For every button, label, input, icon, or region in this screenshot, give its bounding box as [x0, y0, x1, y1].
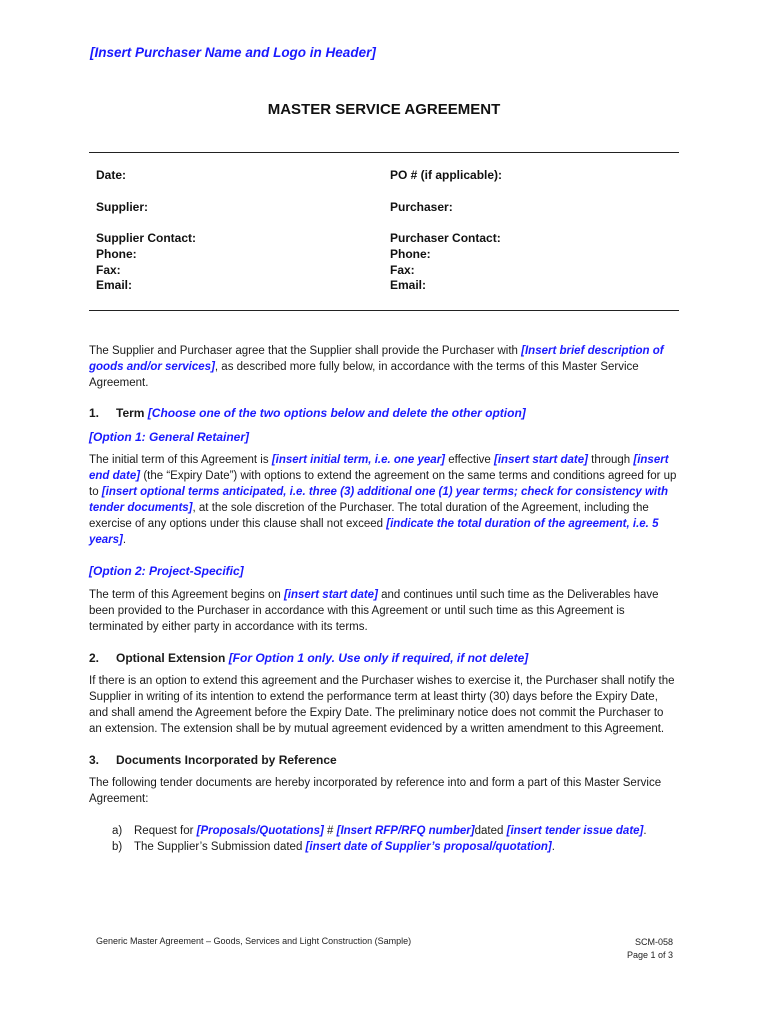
body-text: #	[323, 825, 337, 837]
supplier-contact-block	[96, 231, 196, 294]
purchaser-email-label: Email:	[390, 278, 427, 293]
placeholder-initial-term: [insert initial term, i.e. one year]	[271, 454, 446, 466]
body-text: dated	[474, 825, 507, 837]
body-text: .	[551, 841, 555, 853]
page-title: MASTER SERVICE AGREEMENT	[267, 101, 501, 118]
section-note: [For Option 1 only. Use only if required, if not delete]	[228, 651, 529, 665]
section-title: Optional Extension	[116, 651, 226, 665]
purchaser-contact-block	[390, 231, 501, 294]
placeholder-optional-terms: [insert optional terms anticipated, i.e. three (3) additional one (1) year terms; check for consistency with tender documents]	[89, 486, 668, 514]
section-2-paragraph: If there is an option to extend this agreement and the Purchaser wishes to exercise it, the Purchaser shall notify the Supplier in writing of its intention to extend the performance term at least thirty (30) days before the Expiry Date, and shall amend the Agreement before the Expiry Date. The preliminary notice does not commit the Purchaser to an extension. The extension shall be by mutual agreement evidenced by a written amendment to this Agreement.	[89, 675, 675, 735]
footer-meta	[560, 936, 673, 962]
placeholder-start-date: [insert start date]	[283, 589, 378, 601]
section-note: [Choose one of the two options below and delete the other option]	[147, 406, 526, 420]
doc-code: SCM-058	[634, 937, 673, 947]
section-3-paragraph: The following tender documents are hereby incorporated by reference into and form a part of this Master Service Agreement:	[89, 777, 662, 805]
option-1-paragraph	[89, 452, 679, 548]
section-title: Term	[116, 406, 145, 420]
divider-bottom	[89, 310, 679, 311]
placeholder-end-date: [insert end date]	[89, 454, 669, 482]
purchaser-label: Purchaser:	[390, 200, 453, 214]
divider-top	[89, 152, 679, 153]
supplier-email-label: Email:	[96, 278, 133, 293]
supplier-phone-label: Phone:	[96, 246, 137, 261]
section-3-heading	[89, 752, 679, 768]
list-item	[112, 839, 555, 855]
body-text: effective	[445, 454, 495, 466]
list-marker: b)	[112, 841, 123, 853]
section-number: 3.	[89, 753, 100, 767]
purchaser-contact-label: Purchaser Contact:	[390, 231, 501, 245]
body-text: (the “Expiry Date”) with options to extend the agreement on the same terms and conditions agreed for up to	[89, 470, 677, 498]
supplier-contact-label: Supplier Contact:	[96, 231, 197, 245]
footer-title: Generic Master Agreement – Goods, Services and Light Construction (Sample)	[96, 936, 412, 946]
placeholder-rfp-number: [Insert RFP/RFQ number]	[336, 825, 475, 837]
body-text: The term of this Agreement begins on	[89, 589, 284, 601]
intro-paragraph	[89, 343, 679, 391]
placeholder-proposals: [Proposals/Quotations]	[196, 825, 324, 837]
purchaser-fax-label: Fax:	[390, 262, 415, 277]
body-text: through	[587, 454, 634, 466]
section-number: 1.	[89, 406, 100, 420]
list-item	[112, 823, 647, 839]
placeholder-proposal-date: [insert date of Supplier’s proposal/quotation]	[305, 841, 552, 853]
list-marker: a)	[112, 825, 123, 837]
header-placeholder: [Insert Purchaser Name and Logo in Header]	[90, 45, 376, 60]
placeholder-issue-date: [insert tender issue date]	[506, 825, 644, 837]
body-text: .	[122, 534, 127, 546]
po-label: PO # (if applicable):	[390, 168, 503, 182]
section-number: 2.	[89, 651, 100, 665]
date-label: Date:	[96, 168, 127, 182]
page-number: Page 1 of 3	[626, 950, 673, 960]
intro-text: , as described more fully below, in accordance with the terms of this Master Service Agreement.	[89, 361, 639, 389]
body-text: .	[643, 825, 647, 837]
section-title: Documents Incorporated by Reference	[116, 753, 337, 767]
section-1-heading	[89, 405, 679, 421]
body-text: The initial term of this Agreement is	[89, 454, 272, 466]
placeholder-total-duration: [indicate the total duration of the agreement, i.e. 5 years]	[89, 518, 659, 546]
supplier-fax-label: Fax:	[96, 262, 121, 277]
placeholder-description: [Insert brief description of goods and/or services]	[89, 345, 664, 373]
section-2-heading	[89, 650, 679, 666]
intro-text: The Supplier and Purchaser agree that the Supplier shall provide the Purchaser with	[89, 345, 522, 357]
supplier-label: Supplier:	[96, 200, 149, 214]
option-2-label: [Option 2: Project-Specific]	[89, 564, 244, 578]
option-1-label: [Option 1: General Retainer]	[89, 430, 250, 444]
body-text: , at the sole discretion of the Purchaser. The total duration of the Agreement, including the exercise of any options under this clause shall not exceed	[89, 502, 649, 530]
placeholder-start-date: [insert start date]	[494, 454, 588, 466]
body-text: and continues until such time as the Deliverables have been provided to the Purchaser in accordance with this Agreement or until such time as this Agreement is terminated by either party in accordance with its terms.	[89, 589, 659, 633]
body-text: Request for	[134, 825, 197, 837]
option-2-paragraph	[89, 587, 679, 635]
purchaser-phone-label: Phone:	[390, 246, 431, 261]
body-text: The Supplier’s Submission dated	[134, 841, 306, 853]
